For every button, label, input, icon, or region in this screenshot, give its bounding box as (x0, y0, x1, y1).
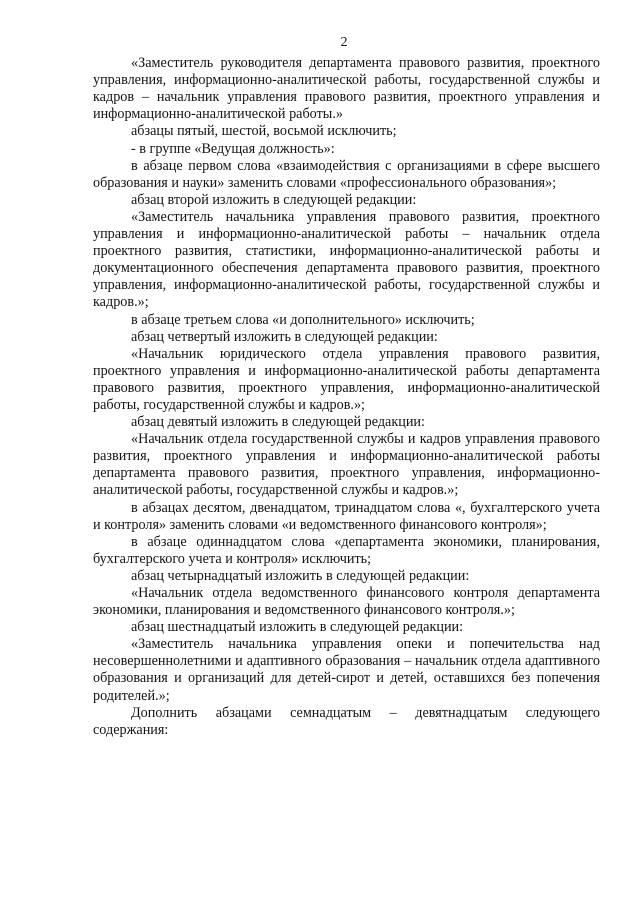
paragraph: «Начальник отдела государственной службы и кадров управления правового развития, проектного управления и информационно-аналитической работы департамента правового развития, проектного управления, информационно-аналитической работы, государственной службы и кадров.»; (93, 431, 600, 499)
page-number: 2 (340, 35, 348, 50)
paragraph: в абзаце третьем слова «и дополнительного» исключить; (131, 311, 475, 328)
paragraph: - в группе «Ведущая должность»: (131, 140, 335, 157)
paragraph: «Начальник отдела ведомственного финансового контроля департамента экономики, планирования и ведомственного финансового контроля.»; (93, 585, 600, 619)
paragraph: «Заместитель руководителя департамента правового развития, проектного управления, информационно-аналитической работы, государственной службы и кадров – начальник управления правового развития, проектного управления и информационно-аналитической работы.» (93, 55, 600, 123)
paragraph: абзац девятый изложить в следующей редакции: (131, 414, 425, 431)
paragraph: абзац четырнадцатый изложить в следующей редакции: (131, 567, 470, 584)
paragraph: абзац шестнадцатый изложить в следующей редакции: (131, 619, 464, 636)
paragraph: абзац четвертый изложить в следующей редакции: (131, 328, 438, 345)
paragraph: «Заместитель начальника управления правового развития, проектного управления и информационно-аналитической работы – начальник отдела проектного развития, статистики, информационно-аналитической работы и документационного обеспечения департамента правового развития, проектного управления, информационно-аналитической работы, государственной службы и кадров.»; (93, 208, 600, 311)
paragraph: «Заместитель начальника управления опеки и попечительства над несовершеннолетними и адаптивного образования – начальник отдела адаптивного образования и организаций для детей-сирот и детей, оставшихся без попечения родителей.»; (93, 636, 600, 704)
paragraph: в абзаце одиннадцатом слова «департамента экономики, планирования, бухгалтерского учета и контроля» исключить; (93, 533, 600, 567)
paragraph: в абзацах десятом, двенадцатом, тринадцатом слова «, бухгалтерского учета и контроля» заменить словами «и ведомственного финансового контроля»; (93, 499, 600, 533)
paragraph: Дополнить абзацами семнадцатым – девятнадцатым следующего содержания: (93, 704, 600, 738)
paragraph: «Начальник юридического отдела управления правового развития, проектного управления и информационно-аналитической работы департамента правового развития, проектного управления, информационно-аналитической работы, государственной службы и кадров.»; (93, 345, 600, 413)
document-body (93, 55, 600, 739)
paragraph: в абзаце первом слова «взаимодействия с организациями в сфере высшего образования и науки» заменить словами «профессионального образования»; (93, 157, 600, 191)
paragraph: абзац второй изложить в следующей редакции: (131, 191, 417, 208)
paragraph: абзацы пятый, шестой, восьмой исключить; (131, 123, 397, 140)
